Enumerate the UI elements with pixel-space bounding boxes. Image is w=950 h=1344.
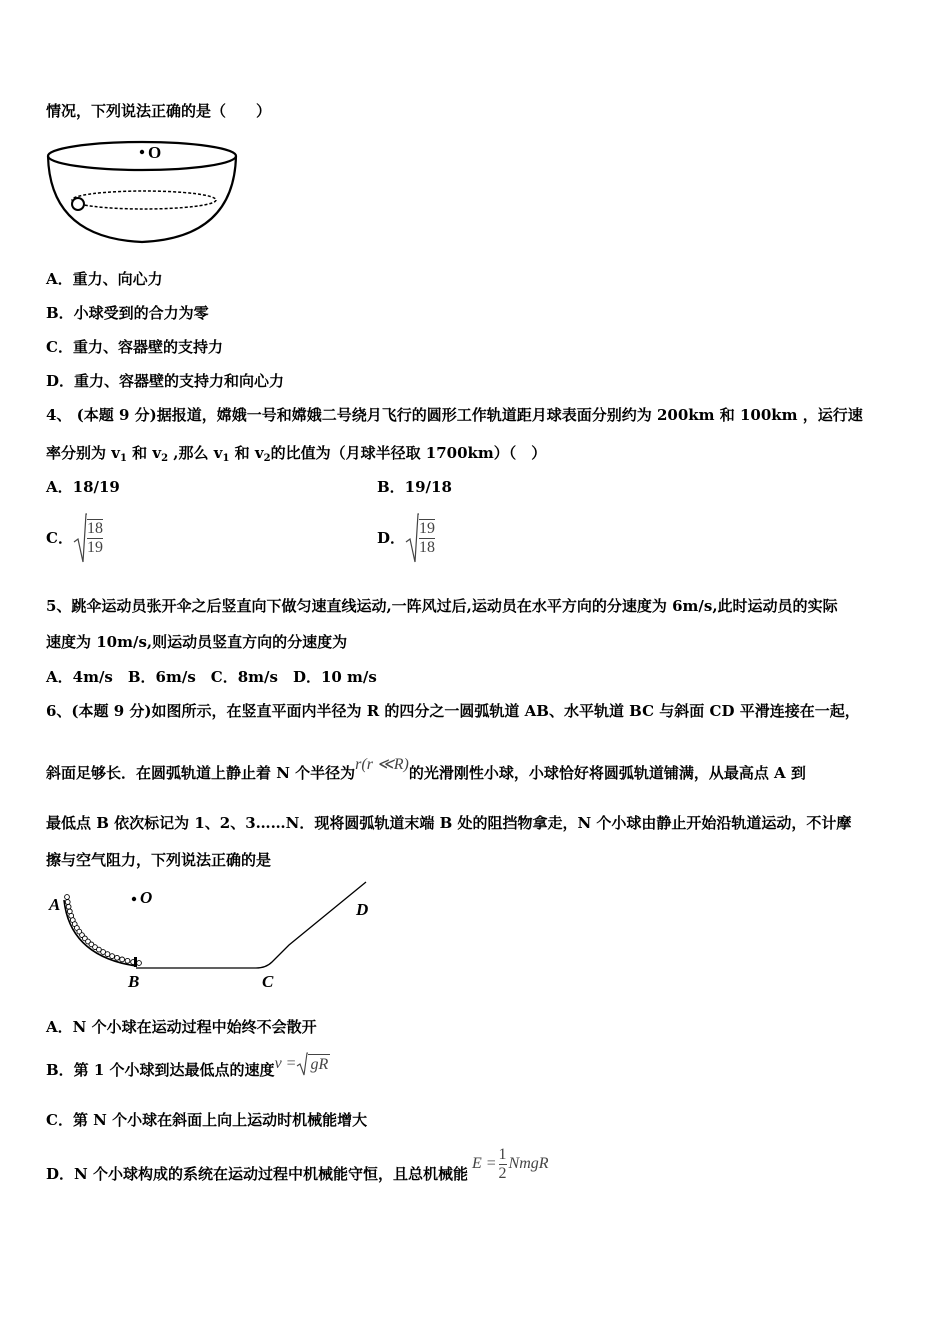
frac-d-num: 19 xyxy=(419,520,436,537)
sqrt-c xyxy=(73,512,103,564)
frac-d xyxy=(419,519,435,557)
q3-option-b: B．小球受到的合力为零 xyxy=(46,304,209,322)
track-ball xyxy=(105,952,110,957)
energy-symbol: E = xyxy=(471,1155,497,1172)
intro-text: 情况，下列说法正确的是（ ） xyxy=(46,102,272,120)
label-d: D xyxy=(356,900,369,919)
radical-sign-icon xyxy=(73,512,87,564)
q6-option-d-text: D．N 个小球构成的系统在运动过程中机械能守恒，且总机械能 xyxy=(46,1165,468,1183)
q5-options: A．4m/s B．6m/s C．8m/s D．10 m/s xyxy=(46,668,377,686)
q6-option-a: A．N 个小球在运动过程中始终不会散开 xyxy=(46,1018,317,1036)
frac-c-den: 19 xyxy=(86,539,103,556)
q3-option-c: C．重力、容器壁的支持力 xyxy=(46,338,223,356)
q3-option-d: D．重力、容器壁的支持力和向心力 xyxy=(46,372,285,390)
q4-text-a: 率分别为 v xyxy=(46,444,120,462)
q6-stem-line1: 6、(本题 9 分)如图所示，在竖直平面内半径为 R 的四分之一圆弧轨道 AB、水平轨道 BC 与斜面 CD 平滑连接在一起， xyxy=(46,702,860,720)
q6-option-b-text: B．第 1 个小球到达最低点的速度 xyxy=(46,1061,275,1079)
velocity-symbol: v = xyxy=(274,1055,297,1072)
bowl-rim xyxy=(48,142,236,170)
q4-text-d: 和 v xyxy=(229,444,264,462)
q6-stem-line3: 最低点 B 依次标记为 1、2、3……N．现将圆弧轨道末端 B 处的阻挡物拿走，N 个小球由静止开始沿轨道运动，不计摩 xyxy=(46,814,852,832)
ball-chain xyxy=(65,895,142,966)
q4-option-b: B．19/18 xyxy=(377,478,452,496)
q6-text-a: 斜面足够长．在圆弧轨道上静止着 N 个半径为 xyxy=(46,764,356,782)
frac-d-den: 18 xyxy=(419,539,436,556)
track-ball xyxy=(65,895,70,900)
label-a: A xyxy=(49,895,61,914)
track-ball xyxy=(66,904,71,909)
q4-text-e: 的比值为（月球半径取 1700km）（ ） xyxy=(270,444,547,462)
half-den: 2 xyxy=(498,1164,507,1182)
q4-option-c-label: C． xyxy=(46,529,73,547)
flat-track xyxy=(136,882,369,968)
track-ball xyxy=(120,957,125,962)
radicand: gR xyxy=(310,1055,329,1073)
stopper xyxy=(134,957,137,967)
track-ball xyxy=(110,954,115,959)
q6-stem-line2 xyxy=(46,758,806,788)
q6-stem-line4: 擦与空气阻力，下列说法正确的是 xyxy=(46,851,272,869)
radical-sign-icon xyxy=(296,1052,308,1076)
frac-c-num: 18 xyxy=(86,520,103,537)
orbit-dashed xyxy=(72,191,216,209)
energy-formula xyxy=(472,1146,549,1183)
q4-text-b: 和 v xyxy=(126,444,162,462)
q4-text-c: ,那么 v xyxy=(168,444,223,462)
track-ball xyxy=(65,900,70,905)
track-ball xyxy=(137,961,142,966)
q6-radius-math: r(r ≪R) xyxy=(355,756,409,773)
track-ball xyxy=(115,955,120,960)
q5-stem-line2: 速度为 10m/s,则运动员竖直方向的分速度为 xyxy=(46,633,348,651)
q4-option-d-label: D． xyxy=(377,529,406,547)
nmgr-term: NmgR xyxy=(508,1155,549,1172)
q4-sub-4: 2 xyxy=(263,453,271,464)
sqrt-d xyxy=(405,512,435,564)
q4-option-c xyxy=(46,512,103,564)
q4-stem-line1: 4、 (本题 9 分)据报道，嫦娥一号和嫦娥二号绕月飞行的圆形工作轨道距月球表面分别约为 200km 和 100km ，运行速 xyxy=(46,406,863,424)
track-ball xyxy=(125,958,130,963)
q6-option-b-math xyxy=(275,1052,331,1076)
label-c: C xyxy=(262,972,274,991)
label-b: B xyxy=(128,972,140,991)
q6-option-c: C．第 N 个小球在斜面上向上运动时机械能增大 xyxy=(46,1111,368,1129)
q4-sub-3: 1 xyxy=(222,453,230,464)
label-o: O xyxy=(140,888,153,907)
frac-c xyxy=(87,519,103,557)
half-num: 1 xyxy=(498,1145,507,1163)
half-fraction xyxy=(499,1146,507,1183)
q4-option-a: A．18/19 xyxy=(46,478,120,496)
q6-option-b xyxy=(46,1053,330,1087)
small-ball xyxy=(72,198,84,210)
radical-sign-icon xyxy=(405,512,419,564)
q4-stem-line2 xyxy=(46,443,546,469)
q4-option-d xyxy=(377,512,435,564)
q4-sub-1: 1 xyxy=(119,453,127,464)
center-dot xyxy=(140,150,144,154)
arc-track xyxy=(64,900,136,966)
center-dot xyxy=(132,897,136,901)
q6-text-b: 的光滑刚性小球，小球恰好将圆弧轨道铺满，从最高点 A 到 xyxy=(408,764,806,782)
q4-sub-2: 2 xyxy=(161,453,169,464)
bowl-figure xyxy=(44,138,244,248)
track-figure xyxy=(44,880,384,995)
q3-option-a: A．重力、向心力 xyxy=(46,270,163,288)
q5-stem-line1: 5、跳伞运动员张开伞之后竖直向下做匀速直线运动,一阵风过后,运动员在水平方向的分速度为 6m/s,此时运动员的实际 xyxy=(46,597,838,615)
q6-option-d xyxy=(46,1145,549,1198)
center-label-o: O xyxy=(148,143,162,162)
